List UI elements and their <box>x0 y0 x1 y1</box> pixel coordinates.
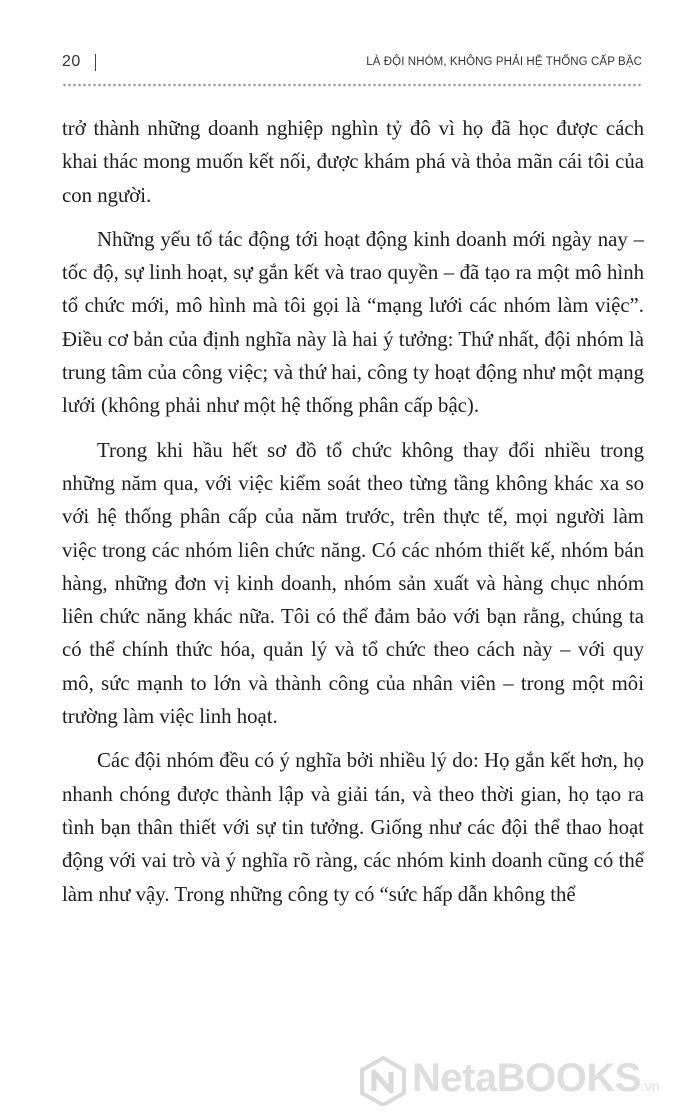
paragraph-2: Những yếu tố tác động tới hoạt động kinh doanh mới ngày nay – tốc độ, sự linh hoạt, sự gắn kết và trao quyền – đã tạo ra một mô hình tổ chức mới, mô hình mà tôi gọi là “mạng lưới các nhóm làm việc”. Điều cơ bản của định nghĩa này là hai ý tưởng: Thứ nhất, đội nhóm là trung tâm của công việc; và thứ hai, công ty hoạt động như một mạng lưới (không phải như một hệ thống phân cấp bậc). <box>62 227 644 418</box>
page-header <box>62 50 642 80</box>
paragraph-3: Trong khi hầu hết sơ đồ tổ chức không thay đổi nhiều trong những năm qua, với việc kiểm soát theo từng tầng không khác xa so với hệ thống phân cấp của năm trước, trên thực tế, mọi người làm việc trong các nhóm liên chức năng. Có các nhóm thiết kế, nhóm bán hàng, những đơn vị kinh doanh, nhóm sản xuất và hàng chục nhóm liên chức năng khác nữa. Tôi có thể đảm bảo với bạn rằng, chúng ta có thể chính thức hóa, quản lý và tổ chức theo cách này – với quy mô, sức mạnh to lớn và thành công của nhân viên – trong một môi trường làm việc linh hoạt. <box>62 438 644 729</box>
watermark <box>358 1050 688 1110</box>
running-head: LÀ ĐỘI NHÓM, KHÔNG PHẢI HỆ THỐNG CẤP BẬC <box>366 56 642 68</box>
paragraph-4: Các đội nhóm đều có ý nghĩa bởi nhiều lý do: Họ gắn kết hơn, họ nhanh chóng được thành lập và giải tán, và theo thời gian, họ tạo ra tình bạn thân thiết với sự tin tưởng. Giống như các đội thể thao hoạt động với vai trò và ý nghĩa rõ ràng, các nhóm kinh doanh cũng có thể làm như vậy. Trong những công ty có “sức hấp dẫn không thể <box>62 749 644 906</box>
body-text <box>62 112 644 922</box>
header-dotted-rule <box>62 83 642 87</box>
netabooks-logo-icon <box>358 1056 408 1106</box>
paragraph-1: trở thành những doanh nghiệp nghìn tỷ đô vì họ đã học được cách khai thác mong muốn kết nối, được khám phá và thỏa mãn cái tôi của con người. <box>62 117 644 207</box>
watermark-text <box>412 1056 660 1101</box>
page-number: 20 <box>62 53 81 70</box>
header-separator <box>95 54 96 71</box>
watermark-suffix: .vn <box>640 1078 660 1094</box>
watermark-brand: NetaBOOKS <box>412 1056 641 1100</box>
